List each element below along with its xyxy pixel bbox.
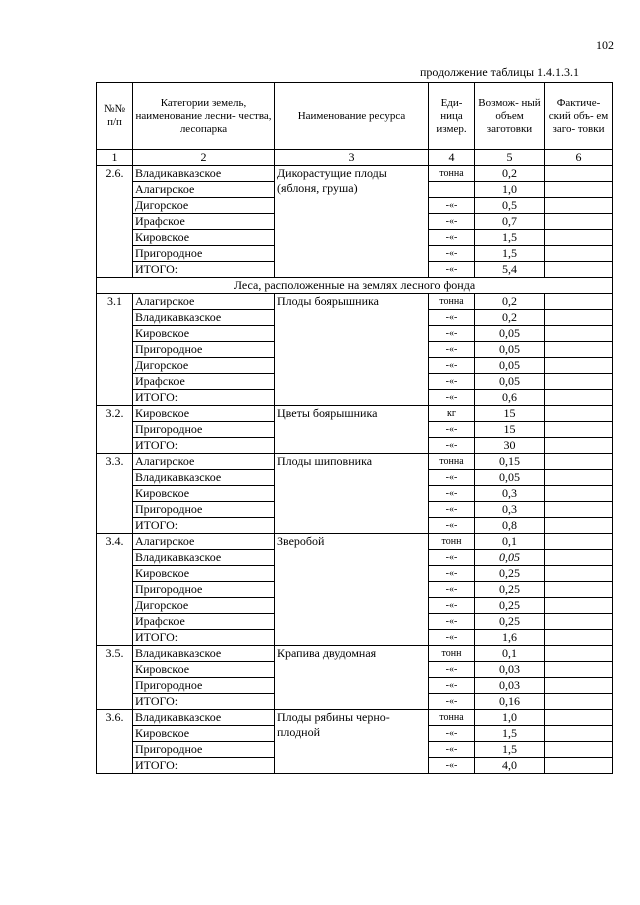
col-number-4: 4 xyxy=(429,150,475,166)
possible-volume-cell: 0,05 xyxy=(475,470,545,486)
col-number-5: 5 xyxy=(475,150,545,166)
possible-volume-cell: 1,5 xyxy=(475,742,545,758)
unit-cell: тонна xyxy=(429,166,475,182)
actual-volume-cell xyxy=(545,582,613,598)
unit-cell: -«- xyxy=(429,742,475,758)
table-row xyxy=(97,166,613,182)
forestry-name: Алагирское xyxy=(133,182,275,198)
forestry-name: Кировское xyxy=(133,486,275,502)
actual-volume-cell xyxy=(545,374,613,390)
unit-cell: -«- xyxy=(429,438,475,454)
col-number-1: 1 xyxy=(97,150,133,166)
forestry-name: Дигорское xyxy=(133,598,275,614)
unit-cell: -«- xyxy=(429,310,475,326)
possible-volume-cell: 0,05 xyxy=(475,550,545,566)
unit-cell: -«- xyxy=(429,342,475,358)
forestry-name: Пригородное xyxy=(133,342,275,358)
possible-volume-cell: 0,25 xyxy=(475,614,545,630)
possible-volume-cell: 0,15 xyxy=(475,454,545,470)
unit-cell: тонна xyxy=(429,710,475,726)
forestry-name: Пригородное xyxy=(133,678,275,694)
unit-cell: -«- xyxy=(429,262,475,278)
unit-cell xyxy=(429,182,475,198)
unit-cell: -«- xyxy=(429,470,475,486)
unit-cell: -«- xyxy=(429,630,475,646)
possible-volume-cell: 0,1 xyxy=(475,646,545,662)
actual-volume-cell xyxy=(545,710,613,726)
table-row xyxy=(97,710,613,726)
actual-volume-cell xyxy=(545,518,613,534)
table-row xyxy=(97,646,613,662)
table-row xyxy=(97,534,613,550)
actual-volume-cell xyxy=(545,486,613,502)
possible-volume-cell: 0,6 xyxy=(475,390,545,406)
actual-volume-cell xyxy=(545,326,613,342)
table-row xyxy=(97,406,613,422)
forestry-name: Кировское xyxy=(133,566,275,582)
forestry-name: Владикавказское xyxy=(133,646,275,662)
forestry-name: Кировское xyxy=(133,230,275,246)
unit-cell: -«- xyxy=(429,390,475,406)
possible-volume-cell: 0,05 xyxy=(475,326,545,342)
actual-volume-cell xyxy=(545,614,613,630)
possible-volume-cell: 4,0 xyxy=(475,758,545,774)
col-number-3: 3 xyxy=(275,150,429,166)
possible-volume-cell: 0,5 xyxy=(475,198,545,214)
table-body xyxy=(97,166,613,774)
unit-cell: -«- xyxy=(429,758,475,774)
forestry-name: Ирафское xyxy=(133,374,275,390)
possible-volume-cell: 1,5 xyxy=(475,246,545,262)
actual-volume-cell xyxy=(545,406,613,422)
unit-cell: -«- xyxy=(429,198,475,214)
unit-cell: -«- xyxy=(429,486,475,502)
actual-volume-cell xyxy=(545,662,613,678)
actual-volume-cell xyxy=(545,470,613,486)
actual-volume-cell xyxy=(545,726,613,742)
forestry-name: Кировское xyxy=(133,406,275,422)
group-code: 3.2. xyxy=(97,406,133,454)
possible-volume-cell: 0,7 xyxy=(475,214,545,230)
possible-volume-cell: 0,05 xyxy=(475,358,545,374)
header-actual-volume: Фактиче- ский объ- ем заго- товки xyxy=(545,83,613,150)
forestry-name: Кировское xyxy=(133,662,275,678)
resource-name: Плоды шиповника xyxy=(275,454,429,534)
resource-name: Плоды рябины черно- плодной xyxy=(275,710,429,774)
actual-volume-cell xyxy=(545,166,613,182)
forestry-name: Пригородное xyxy=(133,742,275,758)
actual-volume-cell xyxy=(545,294,613,310)
actual-volume-cell xyxy=(545,534,613,550)
forestry-name: Алагирское xyxy=(133,294,275,310)
unit-cell: тонн xyxy=(429,646,475,662)
group-code: 3.5. xyxy=(97,646,133,710)
forestry-name: Владикавказское xyxy=(133,166,275,182)
actual-volume-cell xyxy=(545,182,613,198)
actual-volume-cell xyxy=(545,390,613,406)
possible-volume-cell: 0,1 xyxy=(475,534,545,550)
possible-volume-cell: 1,6 xyxy=(475,630,545,646)
actual-volume-cell xyxy=(545,198,613,214)
table-row xyxy=(97,294,613,310)
group-code: 3.4. xyxy=(97,534,133,646)
possible-volume-cell: 0,25 xyxy=(475,598,545,614)
page-number: 102 xyxy=(596,38,614,52)
actual-volume-cell xyxy=(545,646,613,662)
forestry-name: ИТОГО: xyxy=(133,438,275,454)
forestry-name: ИТОГО: xyxy=(133,390,275,406)
possible-volume-cell: 0,2 xyxy=(475,310,545,326)
possible-volume-cell: 0,25 xyxy=(475,582,545,598)
forestry-name: ИТОГО: xyxy=(133,630,275,646)
forestry-name: Дигорское xyxy=(133,358,275,374)
unit-cell: -«- xyxy=(429,582,475,598)
actual-volume-cell xyxy=(545,310,613,326)
possible-volume-cell: 1,5 xyxy=(475,230,545,246)
unit-cell: -«- xyxy=(429,678,475,694)
forestry-name: Пригородное xyxy=(133,422,275,438)
unit-cell: -«- xyxy=(429,694,475,710)
actual-volume-cell xyxy=(545,566,613,582)
actual-volume-cell xyxy=(545,758,613,774)
actual-volume-cell xyxy=(545,214,613,230)
header-resource: Наименование ресурса xyxy=(275,83,429,150)
actual-volume-cell xyxy=(545,598,613,614)
actual-volume-cell xyxy=(545,550,613,566)
forestry-name: Кировское xyxy=(133,726,275,742)
actual-volume-cell xyxy=(545,246,613,262)
forestry-name: Владикавказское xyxy=(133,470,275,486)
possible-volume-cell: 0,3 xyxy=(475,502,545,518)
possible-volume-cell: 0,2 xyxy=(475,166,545,182)
unit-cell: -«- xyxy=(429,502,475,518)
group-code: 3.3. xyxy=(97,454,133,534)
unit-cell: -«- xyxy=(429,246,475,262)
forestry-name: Дигорское xyxy=(133,198,275,214)
possible-volume-cell: 0,03 xyxy=(475,662,545,678)
forestry-name: Ирафское xyxy=(133,614,275,630)
col-number-6: 6 xyxy=(545,150,613,166)
forestry-name: Ирафское xyxy=(133,214,275,230)
unit-cell: тонна xyxy=(429,294,475,310)
possible-volume-cell: 15 xyxy=(475,406,545,422)
forestry-name: Владикавказское xyxy=(133,310,275,326)
forestry-name: ИТОГО: xyxy=(133,262,275,278)
possible-volume-cell: 0,05 xyxy=(475,342,545,358)
resource-name: Крапива двудомная xyxy=(275,646,429,710)
possible-volume-cell: 30 xyxy=(475,438,545,454)
possible-volume-cell: 5,4 xyxy=(475,262,545,278)
actual-volume-cell xyxy=(545,694,613,710)
possible-volume-cell: 1,0 xyxy=(475,710,545,726)
actual-volume-cell xyxy=(545,342,613,358)
section-row xyxy=(97,278,613,294)
forestry-name: Алагирское xyxy=(133,534,275,550)
forestry-name: Владикавказское xyxy=(133,710,275,726)
unit-cell: -«- xyxy=(429,374,475,390)
actual-volume-cell xyxy=(545,502,613,518)
unit-cell: тонн xyxy=(429,534,475,550)
possible-volume-cell: 1,5 xyxy=(475,726,545,742)
actual-volume-cell xyxy=(545,630,613,646)
resource-name: Зверобой xyxy=(275,534,429,646)
unit-cell: -«- xyxy=(429,326,475,342)
table-caption: продолжение таблицы 1.4.1.3.1 xyxy=(420,65,580,79)
possible-volume-cell: 0,25 xyxy=(475,566,545,582)
forestry-name: ИТОГО: xyxy=(133,518,275,534)
possible-volume-cell: 0,3 xyxy=(475,486,545,502)
section-title: Леса, расположенные на землях лесного фонда xyxy=(97,278,613,294)
unit-cell: -«- xyxy=(429,598,475,614)
forestry-name: ИТОГО: xyxy=(133,694,275,710)
col-number-2: 2 xyxy=(133,150,275,166)
forestry-name: Пригородное xyxy=(133,582,275,598)
header-unit: Еди- ница измер. xyxy=(429,83,475,150)
possible-volume-cell: 0,16 xyxy=(475,694,545,710)
unit-cell: -«- xyxy=(429,566,475,582)
forestry-name: ИТОГО: xyxy=(133,758,275,774)
unit-cell: -«- xyxy=(429,230,475,246)
unit-cell: -«- xyxy=(429,358,475,374)
forestry-name: Пригородное xyxy=(133,502,275,518)
forestry-name: Владикавказское xyxy=(133,550,275,566)
actual-volume-cell xyxy=(545,262,613,278)
unit-cell: -«- xyxy=(429,518,475,534)
actual-volume-cell xyxy=(545,742,613,758)
unit-cell: -«- xyxy=(429,662,475,678)
unit-cell: тонна xyxy=(429,454,475,470)
header-category: Категории земель, наименование лесни- чества, лесопарка xyxy=(133,83,275,150)
actual-volume-cell xyxy=(545,454,613,470)
group-code: 2.6. xyxy=(97,166,133,278)
possible-volume-cell: 0,03 xyxy=(475,678,545,694)
possible-volume-cell: 0,05 xyxy=(475,374,545,390)
group-code: 3.1 xyxy=(97,294,133,406)
actual-volume-cell xyxy=(545,422,613,438)
unit-cell: -«- xyxy=(429,550,475,566)
actual-volume-cell xyxy=(545,230,613,246)
resource-name: Плоды боярышника xyxy=(275,294,429,406)
resource-table xyxy=(96,82,613,774)
possible-volume-cell: 0,2 xyxy=(475,294,545,310)
actual-volume-cell xyxy=(545,438,613,454)
actual-volume-cell xyxy=(545,678,613,694)
possible-volume-cell: 1,0 xyxy=(475,182,545,198)
resource-name: Дикорастущие плоды (яблоня, груша) xyxy=(275,166,429,278)
possible-volume-cell: 0,8 xyxy=(475,518,545,534)
possible-volume-cell: 15 xyxy=(475,422,545,438)
header-number: №№ п/п xyxy=(97,83,133,150)
group-code: 3.6. xyxy=(97,710,133,774)
forestry-name: Кировское xyxy=(133,326,275,342)
unit-cell: -«- xyxy=(429,214,475,230)
resource-name: Цветы боярышника xyxy=(275,406,429,454)
table-row xyxy=(97,454,613,470)
unit-cell: -«- xyxy=(429,422,475,438)
unit-cell: -«- xyxy=(429,726,475,742)
unit-cell: -«- xyxy=(429,614,475,630)
header-possible-volume: Возмож- ный объем заготовки xyxy=(475,83,545,150)
unit-cell: кг xyxy=(429,406,475,422)
forestry-name: Пригородное xyxy=(133,246,275,262)
actual-volume-cell xyxy=(545,358,613,374)
forestry-name: Алагирское xyxy=(133,454,275,470)
